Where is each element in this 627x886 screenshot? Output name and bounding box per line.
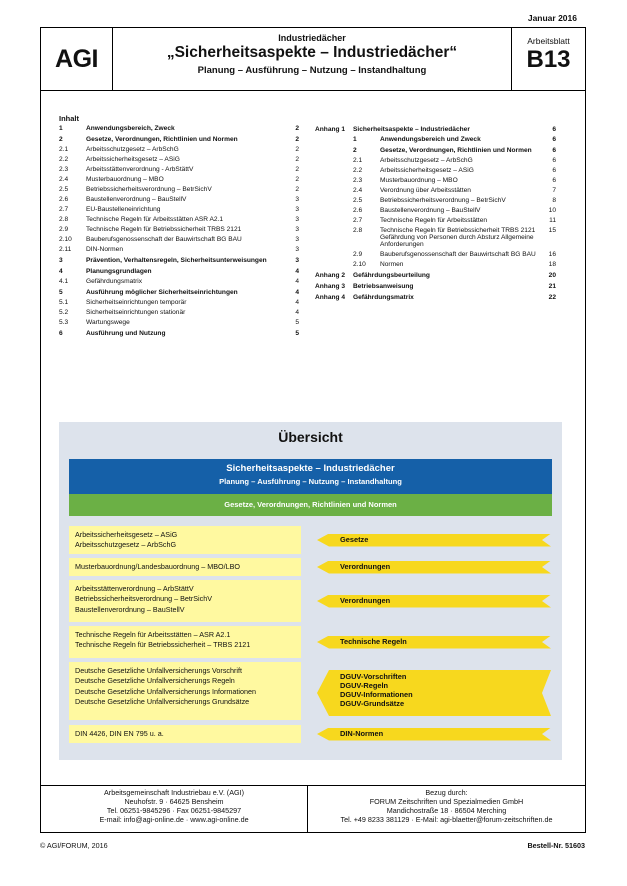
regulation-box	[69, 558, 301, 576]
toc-row	[59, 310, 299, 317]
toc-row	[59, 320, 299, 327]
toc-number: 2.1	[353, 156, 363, 164]
toc-number: 2.9	[353, 250, 363, 258]
toc-row	[59, 137, 299, 144]
toc-row	[59, 177, 299, 184]
footer-right-line: FORUM Zeitschriften und Spezialmedien GmbH	[369, 797, 524, 806]
toc-number: 2.6	[353, 207, 363, 215]
toc-entry-text: Sicherheitseinrichtungen temporär	[86, 298, 187, 306]
toc-number: 2.8	[59, 215, 69, 223]
toc-page-number: 3	[295, 256, 299, 264]
regulation-line: Deutsche Gesetzliche Unfallversicherungs Grundsätze	[75, 697, 250, 707]
toc-page-number: 18	[548, 260, 556, 268]
overview-blue-banner	[69, 459, 552, 494]
toc-row	[59, 187, 299, 194]
category-label: Verordnungen	[340, 562, 391, 571]
toc-number: 6	[59, 329, 63, 337]
toc-number: 2.10	[353, 260, 366, 268]
toc-heading: Inhalt	[59, 114, 79, 123]
toc-row	[315, 188, 556, 195]
overview-panel	[59, 422, 562, 760]
toc-page-number: 6	[552, 146, 556, 154]
toc-row	[315, 208, 556, 215]
regulation-line: Musterbauordnung/Landesbauordnung – MBO/LBO	[75, 562, 241, 571]
toc-number: 2.10	[59, 235, 72, 243]
toc-entry-text: Anwendungsbereich und Zweck	[380, 136, 481, 144]
toc-number: 1	[353, 136, 357, 144]
regulation-line: Betriebssicherheitsverordnung – BetrSichV	[75, 594, 213, 604]
toc-entry-text: EU-Baustelleneinrichtung	[86, 205, 161, 213]
toc-page-number: 6	[552, 126, 556, 133]
toc-number: 2.3	[353, 176, 363, 184]
regulation-line: Arbeitsschutzgesetz – ArbSchG	[75, 540, 177, 550]
toc-number: 2.1	[59, 145, 69, 153]
toc-page-number: 5	[295, 318, 299, 326]
toc-row	[59, 147, 299, 154]
toc-row	[59, 167, 299, 174]
footer-distributor	[308, 786, 585, 832]
toc-entry-text: Baustellenverordnung – BauStellV	[380, 207, 481, 215]
footer-publisher	[41, 786, 308, 832]
footer-left-line: Arbeitsgemeinschaft Industriebau e.V. (AGI)	[104, 788, 244, 797]
toc-row	[59, 237, 299, 244]
agi-logo: AGI	[41, 28, 113, 90]
footer-left-line: E-mail: info@agi-online.de · www.agi-online.de	[99, 815, 249, 824]
toc-entry-text: Ausführung und Nutzung	[86, 329, 166, 337]
toc-entry-text: Anwendungsbereich, Zweck	[86, 124, 175, 132]
order-number: Bestell-Nr. 51603	[527, 841, 585, 850]
toc-row	[59, 258, 299, 265]
toc-entry-text: Arbeitsschutzgesetz – ArbSchG	[380, 156, 473, 164]
sheet-code: B13	[526, 46, 571, 73]
toc-page-number: 21	[548, 282, 556, 290]
toc-row	[315, 295, 556, 302]
toc-row	[315, 228, 556, 249]
toc-number: 5.2	[59, 308, 69, 316]
toc-number: 2.7	[59, 205, 69, 213]
toc-row	[315, 273, 556, 280]
toc-row	[59, 331, 299, 338]
toc-page-number: 2	[295, 124, 299, 132]
category-label: DIN-Normen	[340, 729, 384, 738]
toc-entry-text: DIN-Normen	[86, 245, 124, 253]
toc-number: 2.11	[59, 245, 72, 253]
toc-page-number: 22	[548, 293, 556, 301]
document-title: „Sicherheitsaspekte – Industriedächer“	[166, 44, 458, 61]
toc-page-number: 20	[548, 271, 556, 279]
toc-row	[59, 207, 299, 214]
category-label-line: DGUV-Grundsätze	[340, 698, 405, 708]
category-label-line: DGUV-Vorschriften	[340, 672, 407, 681]
toc-number: 2.7	[353, 217, 363, 225]
footer-right-line: Bezug durch:	[425, 788, 468, 797]
toc-row	[59, 157, 299, 164]
toc-row	[315, 148, 556, 155]
toc-entry-text: Arbeitsschutzgesetz – ArbSchG	[86, 145, 179, 153]
toc-page-number: 5	[295, 329, 299, 337]
toc-number: 2.9	[59, 225, 69, 233]
category-label-line: DGUV-Informationen	[340, 689, 413, 699]
toc-page-number: 10	[548, 207, 556, 215]
toc-row	[315, 127, 556, 134]
toc-row	[59, 290, 299, 297]
toc-page-number: 4	[295, 267, 299, 275]
regulation-line: Deutsche Gesetzliche Unfallversicherungs Informationen	[75, 686, 256, 696]
toc-row	[315, 252, 556, 259]
category-label: Technische Regeln	[340, 637, 407, 646]
regulation-line: Arbeitsstättenverordnung – ArbStättV	[75, 584, 194, 593]
toc-entry-text: Arbeitssicherheitsgesetz – ASiG	[380, 166, 474, 174]
toc-row	[315, 168, 556, 175]
toc-row	[59, 247, 299, 254]
toc-number: 2.2	[59, 155, 69, 163]
overview-green-banner: Gesetze, Verordnungen, Richtlinien und Normen	[69, 494, 552, 516]
sheet-id-block	[511, 28, 585, 90]
toc-row	[59, 279, 299, 286]
toc-page-number: 11	[549, 217, 556, 225]
toc-entry-text: Arbeitsstättenverordnung - ArbStättV	[86, 165, 194, 173]
toc-entry-text: Gesetze, Verordnungen, Richtlinien und Normen	[86, 135, 238, 143]
toc-row	[315, 158, 556, 165]
toc-row	[59, 217, 299, 224]
regulation-line: Baustellenverordnung – BauStellV	[75, 604, 185, 614]
toc-entry-text: Sicherheitseinrichtungen stationär	[86, 308, 186, 316]
toc-row	[59, 197, 299, 204]
category-label: Verordnungen	[340, 596, 391, 605]
toc-row	[59, 227, 299, 234]
toc-appendix-number: Anhang 1	[315, 126, 346, 133]
footer-right-line: Mandichostraße 18 · 86504 Merching	[386, 806, 507, 815]
toc-page-number: 4	[295, 298, 299, 306]
toc-entry-text: Verordnung über Arbeitsstätten	[380, 187, 471, 194]
toc-entry-text: Technische Regeln für Arbeitsstätten ASR A2.1	[86, 215, 224, 223]
toc-entry-text: Betriebsanweisung	[353, 282, 414, 290]
toc-row	[315, 198, 556, 205]
toc-page-number: 6	[552, 166, 556, 174]
toc-number: 4	[59, 267, 63, 275]
toc-appendix-number: Anhang 2	[315, 271, 346, 279]
toc-number: 2.6	[59, 195, 69, 203]
header-title-block	[113, 28, 511, 90]
toc-number: 5.1	[59, 298, 69, 306]
regulation-box	[69, 626, 301, 658]
toc-entry-text: Technische Regeln für Betriebssicherheit TRBS 2121 Gefährdung von Personen durch Absturz Allgemeine Anforderungen	[380, 227, 536, 248]
toc-page-number: 6	[552, 176, 556, 184]
footer-left-line: Tel. 06251-9845296 · Fax 06251-9845297	[106, 806, 242, 815]
header-tagline: Planung – Ausführung – Nutzung – Instandhaltung	[197, 65, 427, 76]
toc-row	[315, 284, 556, 291]
toc-number: 5	[59, 288, 63, 296]
toc-number: 2.4	[59, 175, 69, 183]
regulation-box	[69, 526, 301, 554]
toc-entry-text: Normen	[380, 260, 404, 268]
category-label-line: DGUV-Regeln	[340, 680, 389, 690]
toc-page-number: 2	[295, 155, 299, 163]
toc-page-number: 3	[295, 205, 299, 213]
toc-row	[59, 269, 299, 276]
date: Januar 2016	[527, 13, 577, 23]
toc-row	[315, 137, 556, 144]
toc-number: 4.1	[59, 277, 69, 285]
toc-page-number: 8	[552, 197, 556, 205]
toc-page-number: 6	[552, 156, 556, 164]
toc-entry-text: Betriebssicherheitsverordnung – BetrSichV	[380, 197, 506, 205]
toc-page-number: 6	[552, 136, 556, 144]
toc-entry-text: Musterbauordnung – MBO	[380, 176, 458, 184]
toc-entry-text: Technische Regeln für Betriebssicherheit TRBS 2121	[86, 225, 242, 233]
regulation-box	[69, 662, 301, 720]
toc-appendix-number: Anhang 4	[315, 293, 346, 301]
toc-page-number: 7	[552, 187, 556, 194]
toc-number: 2.5	[353, 197, 363, 205]
toc-page-number: 15	[548, 227, 556, 235]
toc-entry-text: Wartungswege	[86, 318, 130, 326]
toc-row	[315, 178, 556, 185]
toc-entry-text: Gefährdungsmatrix	[353, 293, 414, 301]
toc-number: 2	[59, 135, 63, 143]
category-label	[340, 673, 413, 709]
toc-entry-text: Gefährdungsmatrix	[86, 277, 143, 285]
toc-page-number: 4	[295, 308, 299, 316]
toc-entry-text: Arbeitssicherheitsgesetz – ASiG	[86, 155, 180, 163]
toc-page-number: 3	[295, 235, 299, 243]
regulation-box	[69, 580, 301, 622]
regulation-box	[69, 725, 301, 743]
toc-number: 1	[59, 124, 63, 132]
toc-page-number: 3	[295, 215, 299, 223]
toc-entry-text: Gefährdungsbeurteilung	[353, 271, 430, 279]
sheet-header	[40, 27, 586, 91]
toc-right-column	[315, 127, 556, 305]
toc-number: 3	[59, 256, 63, 264]
toc-entry-text: Technische Regeln für Arbeitsstätten	[380, 217, 488, 225]
footer	[40, 786, 586, 833]
toc-entry-text: Sicherheitsaspekte – Industriedächer	[353, 126, 470, 133]
header-subtitle: Industriedächer	[278, 33, 346, 43]
toc-page-number: 4	[295, 288, 299, 296]
toc-page-number: 2	[295, 145, 299, 153]
toc-page-number: 3	[295, 225, 299, 233]
regulation-line: Arbeitssicherheitsgesetz – ASiG	[75, 530, 178, 539]
toc-row	[59, 300, 299, 307]
copyright: © AGI/FORUM, 2016	[40, 841, 108, 850]
toc-page-number: 16	[548, 250, 556, 258]
toc-entry-text: Musterbauordnung – MBO	[86, 175, 164, 183]
regulation-line: DIN 4426, DIN EN 795 u. a.	[75, 729, 164, 738]
toc-page-number: 2	[295, 185, 299, 193]
toc-page-number: 2	[295, 175, 299, 183]
overview-title: Übersicht	[278, 429, 343, 445]
toc-number: 2	[353, 146, 357, 154]
footer-right-line: Tel. +49 8233 381129 · E-Mail: agi-blaetter@forum-zeitschriften.de	[340, 815, 553, 824]
toc-left-column	[59, 115, 299, 341]
toc-entry-text: Ausführung möglicher Sicherheitseinrichtungen	[86, 288, 238, 296]
sheet-label: Arbeitsblatt	[527, 36, 570, 46]
regulation-line: Technische Regeln für Betriebssicherheit – TRBS 2121	[75, 640, 251, 650]
toc-page-number: 3	[295, 195, 299, 203]
regulation-line: Deutsche Gesetzliche Unfallversicherungs Regeln	[75, 676, 235, 686]
toc-page-number: 2	[295, 135, 299, 143]
toc-number: 2.2	[353, 166, 363, 174]
footer-left-line: Neuhofstr. 9 · 64625 Bensheim	[124, 797, 224, 806]
toc-number: 2.3	[59, 165, 69, 173]
toc-number: 2.8	[353, 227, 363, 235]
toc-row	[315, 262, 556, 269]
toc-number: 5.3	[59, 318, 69, 326]
toc-entry-text: Planungsgrundlagen	[86, 267, 152, 275]
toc-entry-text: Betriebssicherheitsverordnung – BetrSichV	[86, 185, 212, 193]
regulation-line: Technische Regeln für Arbeitsstätten – ASR A2.1	[75, 630, 231, 639]
banner-subtitle: Planung – Ausführung – Nutzung – Instandhaltung	[219, 477, 402, 486]
toc-page-number: 4	[295, 277, 299, 285]
toc-appendix-number: Anhang 3	[315, 282, 346, 290]
toc-page-number: 3	[295, 245, 299, 253]
toc-number: 2.4	[353, 187, 363, 194]
toc-entry-text: Prävention, Verhaltensregeln, Sicherheitsunterweisungen	[86, 256, 267, 264]
toc-entry-text: Bauberufsgenossenschaft der Bauwirtschaft BG BAU	[86, 235, 242, 243]
toc-row	[59, 126, 299, 133]
toc-entry-text: Gesetze, Verordnungen, Richtlinien und Normen	[380, 146, 532, 154]
toc-entry-text: Baustellenverordnung – BauStellV	[86, 195, 187, 203]
toc-page-number: 2	[295, 165, 299, 173]
banner-title: Sicherheitsaspekte – Industriedächer	[226, 463, 395, 474]
toc-row	[315, 218, 556, 225]
category-label: Gesetze	[340, 535, 369, 544]
toc-entry-text: Bauberufsgenossenschaft der Bauwirtschaft BG BAU	[380, 250, 536, 258]
toc-number: 2.5	[59, 185, 69, 193]
regulation-line: Deutsche Gesetzliche Unfallversicherungs Vorschrift	[75, 666, 242, 675]
